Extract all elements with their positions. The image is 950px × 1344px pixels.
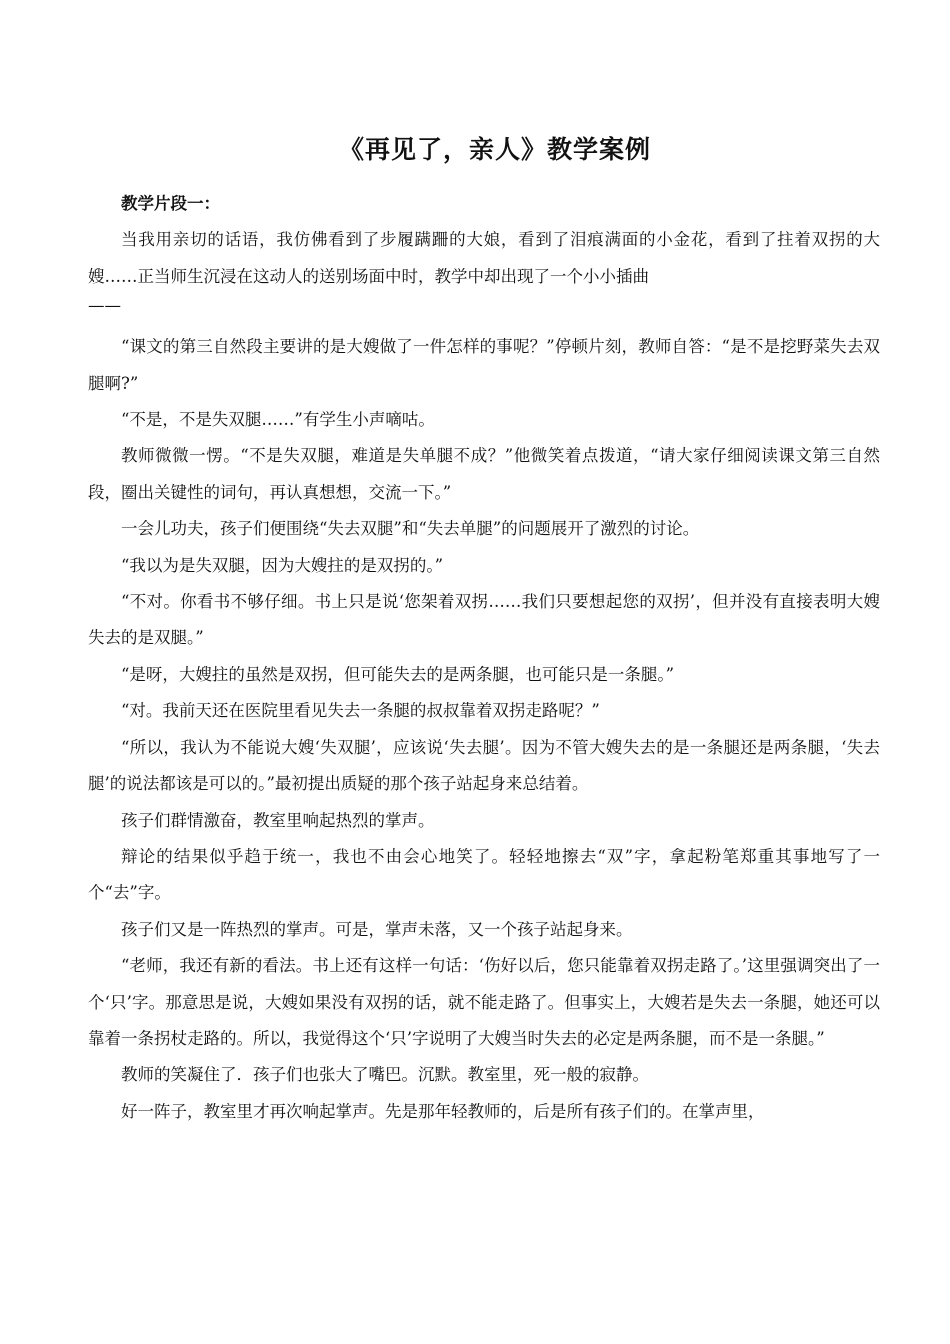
paragraph: “所以，我认为不能说大嫂‘失双腿’，应该说‘失去腿’。因为不管大嫂失去的是一条腿还是两条腿，‘失去腿’的说法都该是可以的。”最初提出质疑的那个孩子站起身来总结着。 — [88, 737, 880, 794]
paragraph: “对。我前天还在医院里看见失去一条腿的叔叔靠着双拐走路呢？” — [121, 701, 600, 721]
paragraph: “老师，我还有新的看法。书上还有这样一句话：‘伤好以后，您只能靠着双拐走路了。’这里强调突出了一个‘只’字。那意思是说，大嫂如果没有双拐的话，就不能走路了。但事实上，大嫂若是失去一条腿，她还可以靠着一条拐杖走路的。所以，我觉得这个‘只’字说明了大嫂当时失去的必定是两条腿，而不是一条腿。” — [88, 956, 880, 1048]
paragraph-dash: —— — [88, 296, 121, 316]
paragraph: 孩子们又是一阵热烈的掌声。可是，掌声未落，又一个孩子站起身来。 — [121, 919, 633, 939]
section-heading: 教学片段一： — [121, 194, 220, 213]
paragraph: “不对。你看书不够仔细。书上只是说‘您架着双拐……我们只要想起您的双拐’，但并没有直接表明大嫂失去的是双腿。” — [88, 592, 880, 648]
paragraph: 好一阵子，教室里才再次响起掌声。先是那年轻教师的，后是所有孩子们的。在掌声里， — [121, 1101, 765, 1121]
paragraph: 一会儿功夫，孩子们便围绕“失去双腿”和“失去单腿”的问题展开了激烈的讨论。 — [121, 519, 700, 539]
paragraph: 辩论的结果似乎趋于统一，我也不由会心地笑了。轻轻地擦去“双”字，拿起粉笔郑重其事地写了一个“去”字。 — [88, 846, 880, 903]
paragraph: 教师的笑凝住了．孩子们也张大了嘴巴。沉默。教室里，死一般的寂静。 — [121, 1065, 649, 1085]
paragraph: 当我用亲切的话语，我仿佛看到了步履蹒跚的大娘，看到了泪痕满面的小金花，看到了拄着双拐的大嫂……正当师生沉浸在这动人的送别场面中时，教学中却出现了一个小小插曲 — [88, 230, 880, 286]
paragraph: 教师微微一愣。“不是失双腿，难道是失单腿不成？”他微笑着点拨道，“请大家仔细阅读课文第三自然段，圈出关键性的词句，再认真想想，交流一下。” — [88, 446, 880, 502]
document-body — [88, 186, 880, 1130]
paragraph: “我以为是失双腿，因为大嫂拄的是双拐的。” — [121, 555, 444, 575]
paragraph: 孩子们群情激奋，教室里响起热烈的掌声。 — [121, 810, 435, 830]
paragraph: “课文的第三自然段主要讲的是大嫂做了一件怎样的事呢？”停顿片刻，教师自答：“是不是挖野菜失去双腿啊?” — [88, 337, 880, 393]
paragraph: “不是，不是失双腿……”有学生小声嘀咕。 — [121, 410, 435, 430]
paragraph: “是呀，大嫂拄的虽然是双拐，但可能失去的是两条腿，也可能只是一条腿。” — [121, 664, 675, 684]
document-title: 《再见了，亲人》教学案例 — [338, 135, 651, 164]
